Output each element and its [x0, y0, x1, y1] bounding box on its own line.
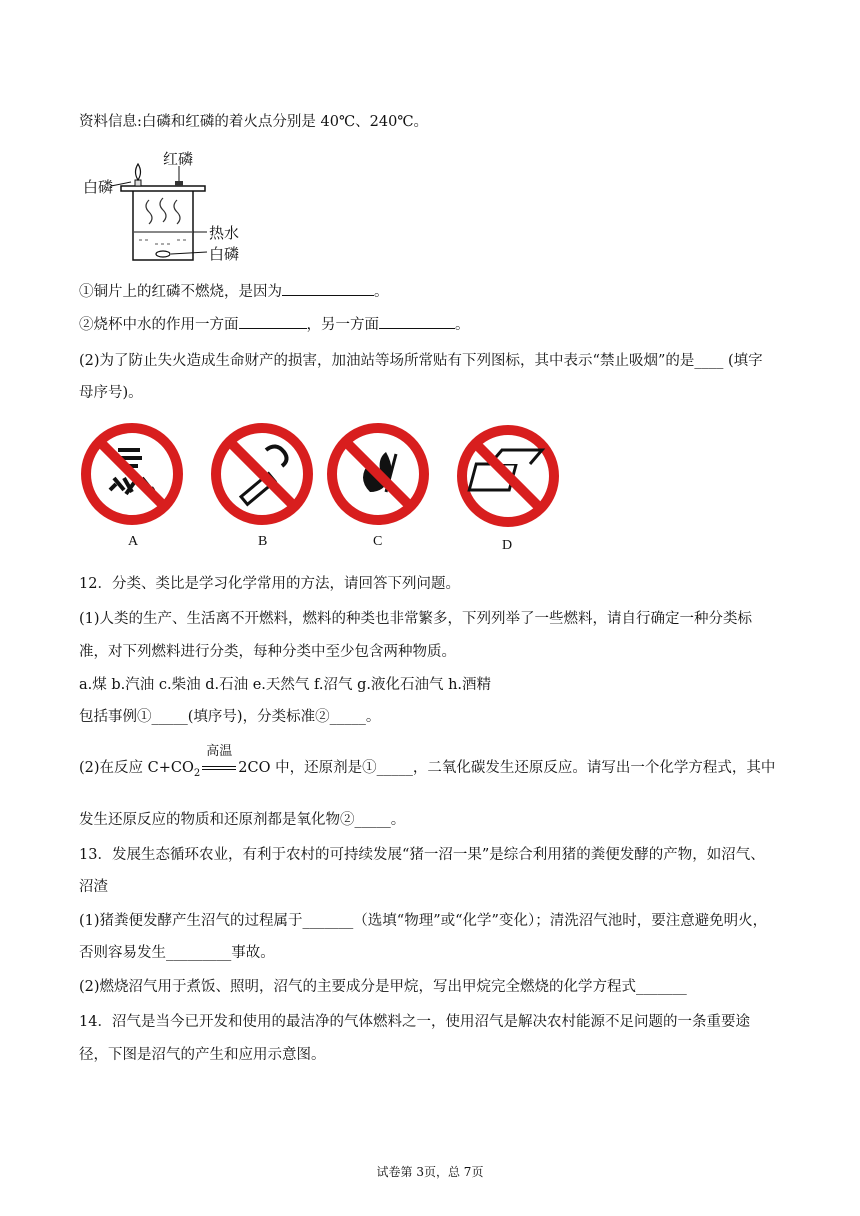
q13-1-line1: (1)猪粪便发酵产生沼气的过程属于_______（选填“物理”或“化学”变化）；清洗沼气池时，要注意避免明火， [79, 913, 768, 929]
reaction-condition: 高温 [202, 758, 236, 778]
sign-c-no-open-flame-icon [332, 428, 424, 520]
label-hot-water: 热水 [209, 224, 240, 242]
sign-label-d: D [502, 538, 513, 553]
label-white-phosphorus-bottom: 白磷 [209, 245, 240, 263]
answer-blank [239, 314, 307, 329]
q13-1-line2: 否则容易发生_________事故。 [79, 945, 275, 961]
signs-svg [80, 420, 570, 535]
q14-line1: 14．沼气是当今已开发和使用的最洁净的气体燃料之一，使用沼气是解决农村能源不足问题的一条重要途 [79, 1014, 750, 1030]
sign-label-c: C [373, 534, 383, 549]
q12-2-line2: 发生还原反应的物质和还原剂都是氧化物②_____。 [79, 812, 406, 828]
sign-a-no-fireworks-icon [86, 428, 178, 520]
prohibition-signs [80, 420, 570, 560]
q11-blank-1: ①铜片上的红磷不燃烧，是因为 。 [79, 281, 389, 302]
page-footer: 试卷第 3页，总 7页 [376, 1165, 484, 1179]
info-line: 资料信息:白磷和红磷的着火点分别是 40℃、240℃。 [79, 114, 429, 130]
sign-label-b: B [258, 534, 268, 549]
sign-b-no-smoking-icon [216, 428, 308, 520]
q12-2-line1: (2)在反应 $C+CO_2$ 高温 2CO 中，还原剂是①_____，二氧化碳发生还原反应。请写出一个化学方程式，其中 [79, 744, 776, 779]
phosphorus-experiment-diagram [83, 148, 243, 266]
q11-2-line2: 母序号)。 [79, 385, 143, 401]
label-white-phosphorus-top: 白磷 [83, 178, 114, 196]
answer-blank [379, 314, 455, 329]
q12-1-line1: (1)人类的生产、生活离不开燃料，燃料的种类也非常繁多，下列列举了一些燃料，请自行确定一种分类标 [79, 611, 753, 627]
answer-blank [282, 281, 374, 296]
q13-line1: 13．发展生态循环农业，有利于农村的可持续发展“猪一沼一果”是综合利用猪的粪便发酵的产物，如沼气、 [79, 847, 765, 863]
q14-line2: 径，下图是沼气的产生和应用示意图。 [79, 1047, 326, 1063]
q12-title: 12．分类、类比是学习化学常用的方法，请回答下列问题。 [79, 576, 460, 592]
fuel-list: a.煤 b.汽油 c.柴油 d.石油 e.天然气 f.沼气 g.液化石油气 h.酒精 [79, 677, 492, 693]
q13-line2: 沼渣 [79, 879, 108, 895]
sign-label-a: A [128, 534, 139, 549]
sign-d-no-matches-icon [462, 430, 554, 522]
q12-1-line3: 包括事例①_____(填序号)，分类标准②_____。 [79, 709, 381, 725]
q11-blank-2: ②烧杯中水的作用一方面 ，另一方面 。 [79, 314, 470, 335]
label-red-phosphorus: 红磷 [163, 150, 194, 168]
q11-2-line1: (2)为了防止失火造成生命财产的损害，加油站等场所常贴有下列图标，其中表示“禁止吸烟”的是____ (填字 [79, 353, 763, 369]
q13-2-line: (2)燃烧沼气用于煮饭、照明，沼气的主要成分是甲烷，写出甲烷完全燃烧的化学方程式_______ [79, 979, 687, 995]
q12-1-line2: 准，对下列燃料进行分类，每种分类中至少包含两种物质。 [79, 644, 456, 660]
